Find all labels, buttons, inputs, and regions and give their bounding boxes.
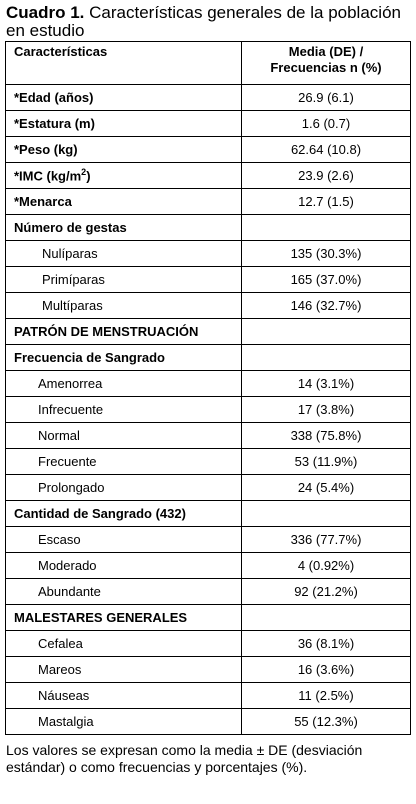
- table-row: [6, 449, 411, 475]
- table-header-row: [6, 42, 411, 85]
- row-label: [6, 553, 242, 579]
- row-label-text: *Edad (años): [14, 90, 94, 105]
- row-value: 55 (12.3%): [242, 709, 411, 735]
- table-body: [6, 85, 411, 735]
- row-value: 62.64 (10.8): [242, 137, 411, 163]
- row-label-text: Mastalgia: [38, 714, 94, 729]
- row-label: [6, 319, 242, 345]
- row-label-text: MALESTARES GENERALES: [14, 610, 188, 625]
- row-label: [6, 215, 242, 241]
- row-value: 4 (0.92%): [242, 553, 411, 579]
- row-label: [6, 449, 242, 475]
- row-value: 146 (32.7%): [242, 293, 411, 319]
- row-value: 14 (3.1%): [242, 371, 411, 397]
- row-label: [6, 527, 242, 553]
- caption-label: Cuadro 1.: [6, 3, 85, 22]
- row-label: [6, 371, 242, 397]
- row-label-superscript: 2: [81, 167, 87, 178]
- table-row: [6, 527, 411, 553]
- table-row: [6, 683, 411, 709]
- row-label: [6, 657, 242, 683]
- row-label: [6, 709, 242, 735]
- row-label-text: Infrecuente: [38, 402, 104, 417]
- row-value: [242, 215, 411, 241]
- table-row: [6, 501, 411, 527]
- table-row: [6, 345, 411, 371]
- row-value: 165 (37.0%): [242, 267, 411, 293]
- row-value: 16 (3.6%): [242, 657, 411, 683]
- row-label-text: Cefalea: [38, 636, 83, 651]
- header-values-line2: Frecuencias n (%): [270, 60, 382, 75]
- row-value: 24 (5.4%): [242, 475, 411, 501]
- row-value: [242, 605, 411, 631]
- row-label-text: Nulíparas: [42, 246, 98, 261]
- table-row: [6, 241, 411, 267]
- row-label: [6, 397, 242, 423]
- row-label-text: Primíparas: [42, 272, 105, 287]
- table-row: [6, 293, 411, 319]
- row-value: 92 (21.2%): [242, 579, 411, 605]
- row-label: [6, 631, 242, 657]
- row-label: [6, 501, 242, 527]
- row-label: [6, 267, 242, 293]
- row-value: 11 (2.5%): [242, 683, 411, 709]
- table-row: [6, 319, 411, 345]
- row-label: [6, 241, 242, 267]
- table-row: [6, 267, 411, 293]
- row-value: 17 (3.8%): [242, 397, 411, 423]
- row-label-text: PATRÓN DE MENSTRUACIÓN: [14, 324, 199, 339]
- row-label-text: Multíparas: [42, 298, 103, 313]
- row-label-text: Escaso: [38, 532, 81, 547]
- row-value: 23.9 (2.6): [242, 163, 411, 189]
- table-row: [6, 605, 411, 631]
- row-label-text: Cantidad de Sangrado (432): [14, 506, 186, 521]
- header-values: [242, 42, 411, 85]
- table-row: [6, 709, 411, 735]
- row-value: 53 (11.9%): [242, 449, 411, 475]
- row-label: [6, 423, 242, 449]
- row-label: [6, 163, 242, 189]
- row-label-text: Mareos: [38, 662, 82, 677]
- row-value: 12.7 (1.5): [242, 189, 411, 215]
- row-label-text: *Peso (kg): [14, 142, 78, 157]
- row-label-text: Abundante: [38, 584, 101, 599]
- row-label: [6, 579, 242, 605]
- row-value: [242, 501, 411, 527]
- row-label-text: Prolongado: [38, 480, 105, 495]
- row-label: [6, 475, 242, 501]
- table-row: [6, 657, 411, 683]
- row-label-text: Moderado: [38, 558, 97, 573]
- row-label-text: Normal: [38, 428, 80, 443]
- row-value: 36 (8.1%): [242, 631, 411, 657]
- row-label-text: Frecuente: [38, 454, 97, 469]
- row-label-text: Número de gestas: [14, 220, 127, 235]
- table-footnote: Los valores se expresan como la media ± DE (desviación estándar) o como frecuencias y porcentajes (%).: [6, 742, 363, 775]
- table-row: [6, 111, 411, 137]
- table-row: [6, 553, 411, 579]
- row-label: [6, 137, 242, 163]
- row-value: 336 (77.7%): [242, 527, 411, 553]
- row-value: [242, 345, 411, 371]
- row-value: 135 (30.3%): [242, 241, 411, 267]
- row-value: [242, 319, 411, 345]
- header-characteristics: Características: [6, 42, 242, 85]
- row-label: [6, 111, 242, 137]
- table-row: [6, 397, 411, 423]
- row-label-text: *Estatura (m): [14, 116, 95, 131]
- table-row: [6, 163, 411, 189]
- table-row: [6, 85, 411, 111]
- row-label: [6, 189, 242, 215]
- row-label: [6, 605, 242, 631]
- row-label-text: *Menarca: [14, 194, 72, 209]
- row-label: [6, 85, 242, 111]
- row-value: 26.9 (6.1): [242, 85, 411, 111]
- row-label-text: Frecuencia de Sangrado: [14, 350, 165, 365]
- row-label-text: *IMC (kg/m: [14, 168, 82, 184]
- header-values-line1: Media (DE) /: [288, 44, 364, 59]
- table-row: [6, 189, 411, 215]
- row-label-suffix: ): [86, 168, 91, 184]
- row-value: 1.6 (0.7): [242, 111, 411, 137]
- table-row: [6, 371, 411, 397]
- row-label-text: Náuseas: [38, 688, 90, 703]
- table-row: [6, 423, 411, 449]
- row-label: [6, 683, 242, 709]
- row-label: [6, 293, 242, 319]
- table-row: [6, 215, 411, 241]
- table-row: [6, 631, 411, 657]
- row-value: 338 (75.8%): [242, 423, 411, 449]
- table-row: [6, 475, 411, 501]
- table-caption: [6, 4, 410, 40]
- caption-text: Características generales de la población en estudio: [6, 3, 401, 40]
- characteristics-table: [5, 41, 411, 735]
- row-label-text: Amenorrea: [38, 376, 103, 391]
- row-label: [6, 345, 242, 371]
- table-row: [6, 137, 411, 163]
- table-row: [6, 579, 411, 605]
